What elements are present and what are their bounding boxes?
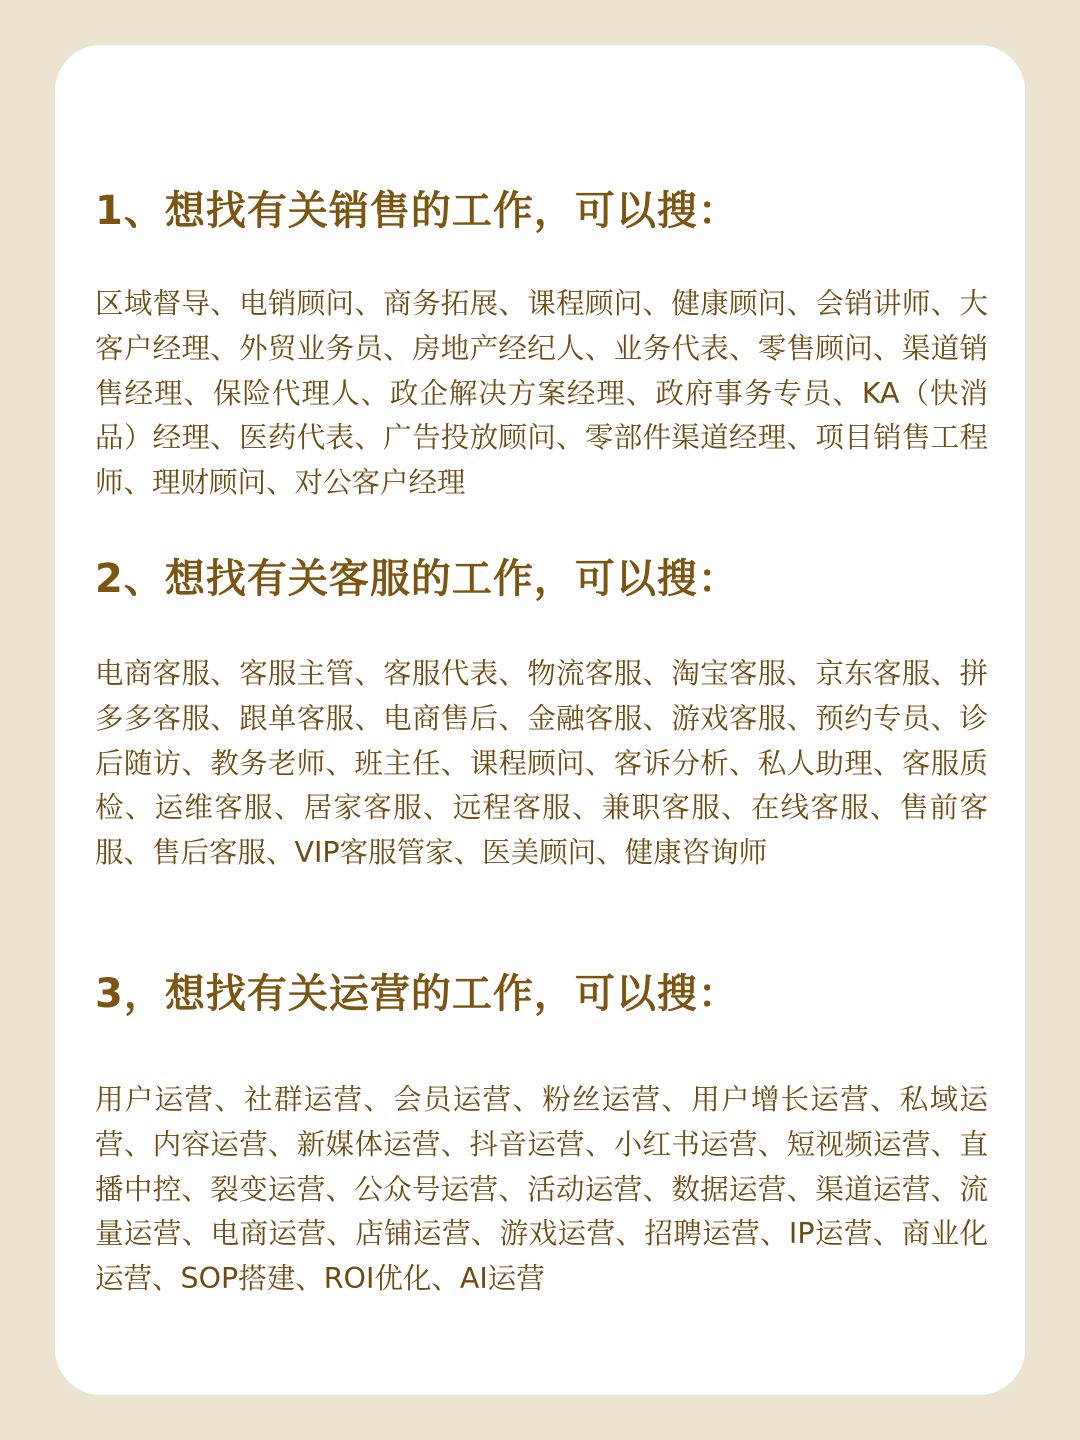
section-title-customer-service: 2、想找有关客服的工作，可以搜： bbox=[95, 556, 739, 602]
section-body-customer-service: 电商客服、客服主管、客服代表、物流客服、淘宝客服、京东客服、拼多多客服、跟单客服、电商售后、金融客服、游戏客服、预约专员、诊后随访、教务老师、班主任、课程顾问、客诉分析、私人助理、客服质检、运维客服、居家客服、远程客服、兼职客服、在线客服、售前客服、售后客服、VIP客服管家、医美顾问、健康咨询师 bbox=[95, 657, 988, 870]
section-title-sales: 1、想找有关销售的工作，可以搜： bbox=[95, 188, 739, 234]
section-title-operations: 3，想找有关运营的工作，可以搜： bbox=[95, 971, 739, 1017]
section-body-operations: 用户运营、社群运营、会员运营、粉丝运营、用户增长运营、私域运营、内容运营、新媒体运营、抖音运营、小红书运营、短视频运营、直播中控、裂变运营、公众号运营、活动运营、数据运营、渠道运营、流量运营、电商运营、店铺运营、游戏运营、招聘运营、IP运营、商业化运营、SOP搭建、ROI优化、AI运营 bbox=[95, 1083, 988, 1296]
section-body-sales: 区域督导、电销顾问、商务拓展、课程顾问、健康顾问、会销讲师、大客户经理、外贸业务员、房地产经纪人、业务代表、零售顾问、渠道销售经理、保险代理人、政企解决方案经理、政府事务专员、KA（快消品）经理、医药代表、广告投放顾问、零部件渠道经理、项目销售工程师、理财顾问、对公客户经理 bbox=[95, 287, 988, 500]
